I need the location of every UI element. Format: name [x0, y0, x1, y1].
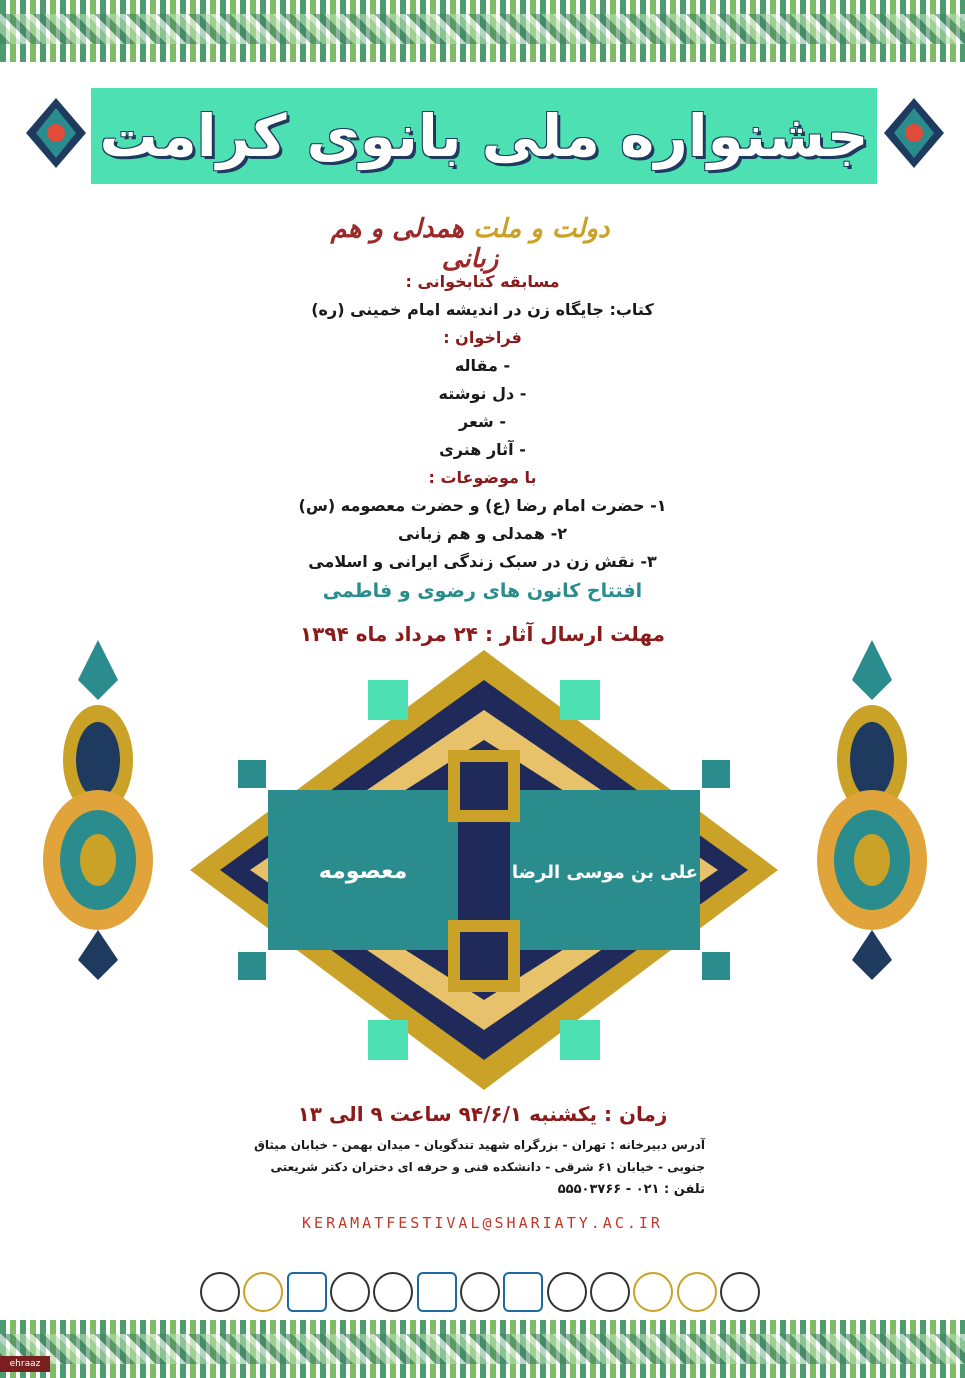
- bottom-border-ornament: [0, 1320, 965, 1378]
- sponsor-logo: [417, 1272, 457, 1312]
- call-label: فراخوان :: [443, 328, 522, 347]
- sponsor-logo: [720, 1272, 760, 1312]
- right-corner-ornament-icon: [884, 98, 944, 168]
- address-line-2: جنوبی - خیابان ۶۱ شرقی - دانشکده فنی و حرفه ای دختران دکتر شریعتی: [270, 1160, 705, 1174]
- right-side-ornament-icon: [812, 640, 932, 980]
- sponsor-logo: [373, 1272, 413, 1312]
- topic-item: ۲- همدلی و هم زبانی: [398, 524, 567, 543]
- sponsor-logos: [200, 1262, 760, 1322]
- topic-item: ۳- نقش زن در سبک زندگی ایرانی و اسلامی: [308, 552, 657, 571]
- sponsor-logo: [677, 1272, 717, 1312]
- left-corner-ornament-icon: [26, 98, 86, 168]
- sponsor-logo: [590, 1272, 630, 1312]
- call-item: - آثار هنری: [439, 440, 526, 459]
- title-banner: [91, 88, 877, 184]
- email-link[interactable]: KERAMATFESTIVAL@SHARIATY.AC.IR: [302, 1214, 663, 1232]
- page-title: جشنواره ملی بانوی کرامت: [99, 102, 869, 170]
- time-text: زمان : یکشنبه ۹۴/۶/۱ ساعت ۹ الی ۱۳: [297, 1102, 668, 1126]
- call-item: - مقاله: [454, 356, 511, 375]
- opening-text: افتتاح کانون های رضوی و فاطمی: [322, 580, 643, 602]
- sponsor-logo: [287, 1272, 327, 1312]
- competition-label: مسابقه کتابخوانی :: [405, 272, 560, 291]
- deadline-text: مهلت ارسال آثار : ۲۴ مرداد ماه ۱۳۹۴: [299, 622, 666, 646]
- geometric-pattern-icon: [178, 640, 790, 1100]
- top-border-ornament: [0, 0, 965, 62]
- sponsor-logo: [330, 1272, 370, 1312]
- sponsor-logo: [243, 1272, 283, 1312]
- book-title: کتاب: جایگاه زن در اندیشه امام خمینی (ره): [311, 300, 654, 319]
- left-calligraphy: معصومه: [318, 859, 408, 884]
- sponsor-logo: [503, 1272, 543, 1312]
- topic-item: ۱- حضرت امام رضا (ع) و حضرت معصومه (س): [298, 496, 667, 515]
- right-calligraphy: علی بن موسی الرضا: [511, 862, 699, 883]
- phone-number: تلفن : ۰۲۱ - ۵۵۵۰۳۷۶۶: [557, 1182, 705, 1197]
- topics-label: با موضوعات :: [428, 468, 537, 487]
- sponsor-logo: [547, 1272, 587, 1312]
- slogan-part-1: دولت و ملت: [473, 214, 610, 244]
- slogan: [330, 214, 610, 274]
- call-item: - دل نوشته: [438, 384, 527, 403]
- slogan-part-2: همدلی و هم زبانی: [330, 214, 499, 274]
- sponsor-logo: [633, 1272, 673, 1312]
- watermark: ehraaz: [0, 1356, 50, 1372]
- left-side-ornament-icon: [38, 640, 158, 980]
- central-pattern: [178, 640, 790, 1100]
- call-item: - شعر: [459, 412, 506, 431]
- sponsor-logo: [460, 1272, 500, 1312]
- sponsor-logo: [200, 1272, 240, 1312]
- address-line-1: آدرس دبیرخانه : تهران - بزرگراه شهید تندگویان - میدان بهمن - خیابان میثاق: [254, 1138, 705, 1152]
